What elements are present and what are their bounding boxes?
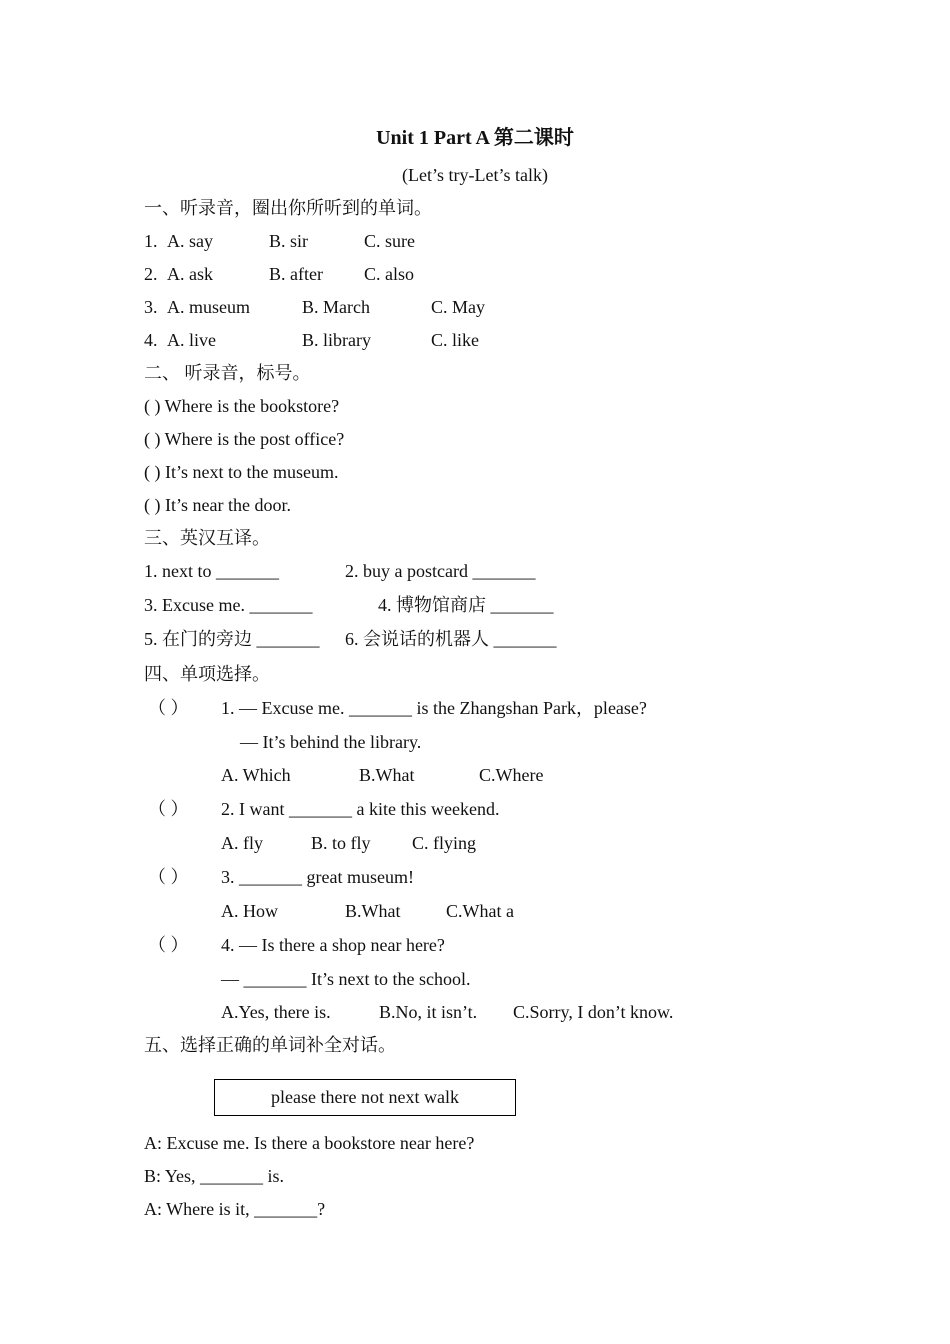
s3-item-3: 3. Excuse me. _______ [144,595,313,615]
s1-row3-option-a: A. museum [167,297,250,317]
s3-item-5: 5. 在门的旁边 _______ [144,629,320,649]
s1-row2-option-c: C. also [364,264,415,284]
page-subtitle: (Let’s try-Let’s talk) [402,165,548,185]
q4-option-a: A.Yes, there is. [221,1002,331,1022]
page-title: Unit 1 Part A 第二课时 [376,127,574,149]
q1-option-a: A. Which [221,765,291,785]
s3-item-6: 6. 会说话的机器人 _______ [345,629,557,649]
q4-question: 4. — Is there a shop near here? [221,935,445,955]
s1-row1-option-c: C. sure [364,231,415,251]
q2-option-c: C. flying [412,833,477,853]
q2-option-b: B. to fly [311,833,371,853]
q1-reply: — It’s behind the library. [240,732,422,752]
s1-row2-num: 2. [144,264,158,284]
section4-heading: 四、单项选择。 [144,664,270,684]
section2-heading: 二、 听录音，标号。 [144,363,311,383]
s1-row2-option-b: B. after [269,264,323,284]
q1-question: 1. — Excuse me. _______ is the Zhangshan Park，please? [221,698,647,718]
section3-heading: 三、英汉互译。 [144,528,270,548]
s1-row2-option-a: A. ask [167,264,213,284]
s2-item-4: ( ) It’s near the door. [144,495,291,515]
s1-row4-option-c: C. like [431,330,479,350]
q3-option-a: A. How [221,901,278,921]
s1-row3-option-b: B. March [302,297,370,317]
q4-option-c: C.Sorry, I don’t know. [513,1002,674,1022]
s2-item-1: ( ) Where is the bookstore? [144,396,340,416]
s3-item-2: 2. buy a postcard _______ [345,561,536,581]
s1-row3-num: 3. [144,297,158,317]
q3-question: 3. _______ great museum! [221,867,414,887]
section5-heading: 五、选择正确的单词补全对话。 [144,1035,396,1055]
s1-row4-option-b: B. library [302,330,371,350]
q3-option-c: C.What a [446,901,514,921]
s3-item-4: 4. 博物馆商店 _______ [378,595,554,615]
q2-answer-bracket: （ ） [148,799,189,819]
s3-item-1: 1. next to _______ [144,561,279,581]
s1-row3-option-c: C. May [431,297,485,317]
q4-reply: — _______ It’s next to the school. [221,969,471,989]
s1-row1-option-b: B. sir [269,231,309,251]
q1-option-b: B.What [359,765,415,785]
q4-option-b: B.No, it isn’t. [379,1002,478,1022]
s1-row4-option-a: A. live [167,330,216,350]
dialog-line-2: B: Yes, _______ is. [144,1166,285,1186]
q1-option-c: C.Where [479,765,544,785]
s1-row1-option-a: A. say [167,231,213,251]
s2-item-2: ( ) Where is the post office? [144,429,345,449]
s2-item-3: ( ) It’s next to the museum. [144,462,339,482]
dialog-line-3: A: Where is it, _______? [144,1199,326,1219]
q4-answer-bracket: （ ） [148,935,189,955]
word-bank-box: please there not next walk [214,1079,516,1116]
section1-heading: 一、听录音，圈出你所听到的单词。 [144,198,432,218]
q1-answer-bracket: （ ） [148,698,189,718]
q2-question: 2. I want _______ a kite this weekend. [221,799,500,819]
s1-row1-num: 1. [144,231,158,251]
q3-answer-bracket: （ ） [148,867,189,887]
dialog-line-1: A: Excuse me. Is there a bookstore near here? [144,1133,475,1153]
s1-row4-num: 4. [144,330,158,350]
q2-option-a: A. fly [221,833,263,853]
q3-option-b: B.What [345,901,401,921]
